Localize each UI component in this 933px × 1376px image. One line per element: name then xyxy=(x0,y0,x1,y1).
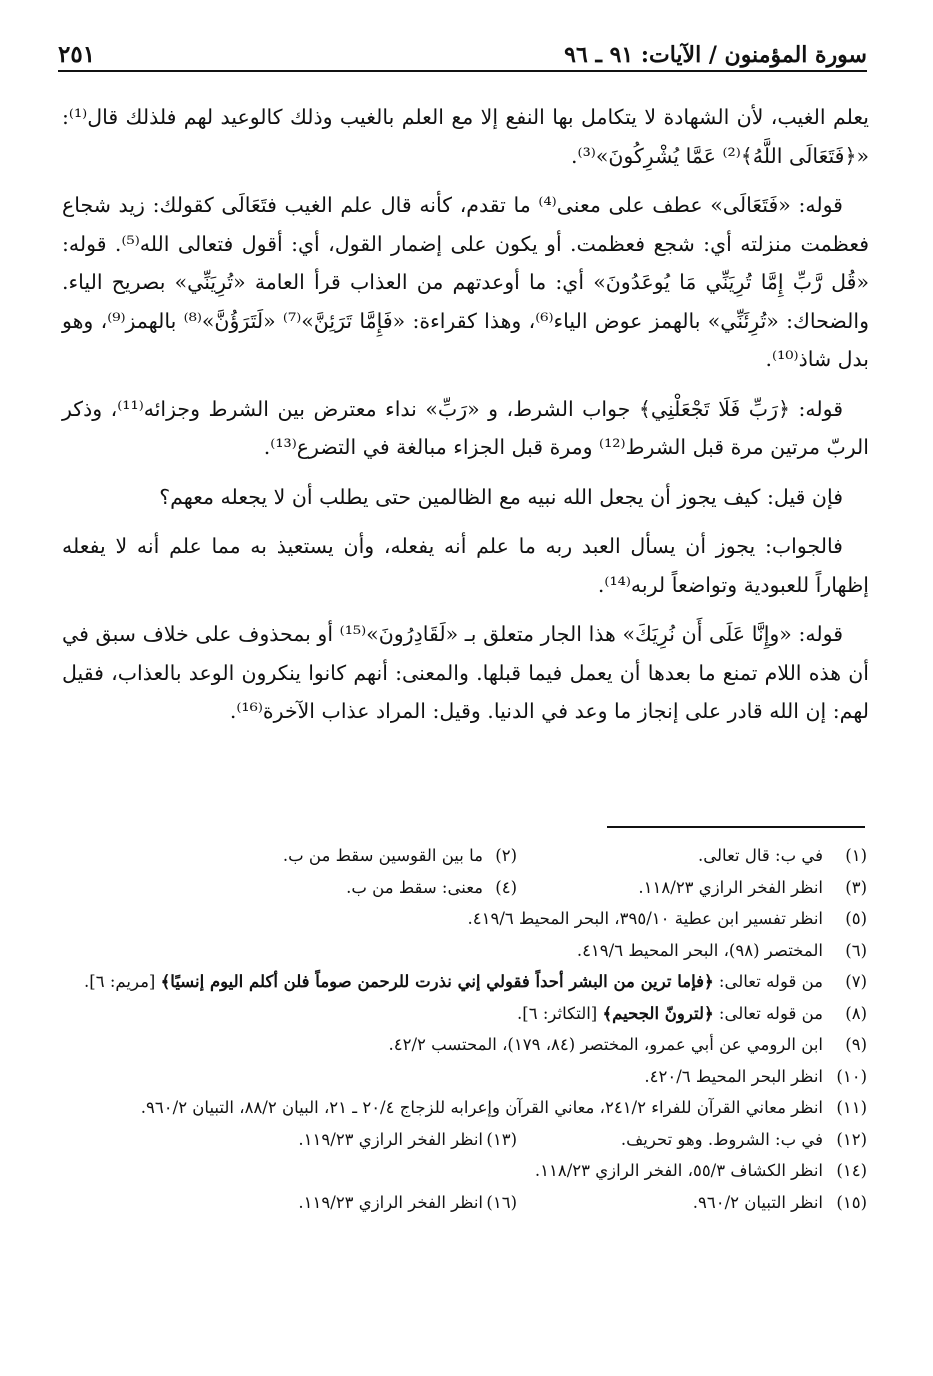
page-number: ٢٥١ xyxy=(58,41,96,68)
footnote-text: انظر تفسير ابن عطية ٣٩٥/١٠، البحر المحيط ٤١٩/٦. xyxy=(467,909,823,928)
footnote-text: المختصر (٩٨)، البحر المحيط ٤١٩/٦. xyxy=(576,940,823,960)
footnote-12 xyxy=(517,1124,867,1156)
footnote-1 xyxy=(517,840,867,872)
footnote-text: ابن الرومي عن أبي عمرو، المختصر (٨٤، ١٧٩)، المحتسب ٤٢/٢. xyxy=(388,1035,823,1054)
footnote-5 xyxy=(62,903,867,935)
footnote-text: انظر الفخر الرازي ١١٨/٢٣. xyxy=(638,877,823,897)
footnote-number: (١٦) xyxy=(486,1192,517,1212)
paragraph-1: يعلم الغيب، لأن الشهادة لا يتكامل بها النفع إلا مع العلم بالغيب وذلك كالوعيد لهم فلذلك قال⁽¹⁾: «﴿فَتَعَالَى اللَّهُ﴾⁽²⁾ عَمَّا يُشْرِكُونَ»⁽³⁾. xyxy=(62,105,869,168)
footnote-number: (١) xyxy=(845,846,867,865)
footnote-number: (٣) xyxy=(845,877,867,897)
paragraph-3: قوله: ﴿رَبِّ فَلَا تَجْعَلْنِي﴾ جواب الشرط، و «رَبِّ» نداء معترض بين الشرط وجزائه⁽¹¹⁾، وذكر الربّ مرتين مرة قبل الشرط⁽¹²⁾ ومرة قبل الجزاء مبالغة في التضرع⁽¹³⁾. xyxy=(62,396,869,459)
footnote-text: انظر الفخر الرازي ١١٩/٢٣. xyxy=(298,1192,483,1212)
footnote-text: ما بين القوسين سقط من ب. xyxy=(282,846,483,865)
quran-quote: ﴿فإما ترين من البشر أحداً فقولي إني نذرت للرحمن صوماً فلن أكلم اليوم إنسيًا﴾ xyxy=(160,972,714,991)
footnote-row xyxy=(62,1187,867,1219)
footnote-7 xyxy=(62,966,867,998)
footnote-number: (٢) xyxy=(495,846,517,865)
footnote-separator xyxy=(607,826,865,828)
quran-quote: ﴿لترونّ الجحيم﴾ xyxy=(602,1003,714,1023)
header-title: سورة المؤمنون / الآيات: ٩١ ـ ٩٦ xyxy=(564,42,867,68)
footnote-number: (٨) xyxy=(845,1003,867,1023)
footnote-text xyxy=(62,966,823,998)
footnote-9 xyxy=(62,1029,867,1061)
footnote-text: انظر الكشاف ٥٥/٣، الفخر الرازي ١١٨/٢٣. xyxy=(534,1161,823,1180)
footnote-text xyxy=(62,998,823,1030)
footnote-number: (٥) xyxy=(845,909,867,928)
footnote-3 xyxy=(517,872,867,904)
footnote-text: انظر البحر المحيط ٤٢٠/٦. xyxy=(644,1066,823,1086)
paragraph-4: فإن قيل: كيف يجوز أن يجعل الله نبيه مع الظالمين حتى يطلب أن لا يجعله معهم؟ xyxy=(159,484,843,509)
footnote-row xyxy=(62,840,867,872)
footnotes xyxy=(62,840,867,1218)
running-header xyxy=(58,34,867,72)
footnote-13 xyxy=(62,1124,517,1156)
footnote-prefix: من قوله تعالى: xyxy=(713,1003,823,1023)
footnote-text: معنى: سقط من ب. xyxy=(346,877,483,897)
footnote-14 xyxy=(62,1155,867,1187)
footnote-text: انظر معاني القرآن للفراء ٢٤١/٢، معاني القرآن وإعرابه للزجاج ٢٠/٤ ـ ٢١، البيان ٨٨/٢، التبيان ٩٦٠/٢. xyxy=(140,1098,823,1117)
footnote-number: (١٢) xyxy=(836,1129,867,1149)
footnote-number: (١١) xyxy=(836,1098,867,1117)
main-text xyxy=(62,98,869,742)
footnote-11 xyxy=(62,1092,867,1124)
footnote-number: (١٤) xyxy=(836,1161,867,1180)
footnote-6 xyxy=(62,935,867,967)
footnote-number: (٧) xyxy=(845,972,867,991)
paragraph-5: فالجواب: يجوز أن يسأل العبد ربه ما علم أنه يفعله، وأن يستعيذ به مما علم أنه لا يفعله إظهاراً للعبودية وتواضعاً لربه⁽¹⁴⁾. xyxy=(62,534,869,597)
footnote-number: (١٥) xyxy=(836,1192,867,1212)
footnote-8 xyxy=(62,998,867,1030)
footnote-number: (٤) xyxy=(495,877,517,897)
footnote-row xyxy=(62,872,867,904)
footnote-prefix: من قوله تعالى: xyxy=(713,972,823,991)
footnote-number: (١٣) xyxy=(486,1129,517,1149)
footnote-number: (٦) xyxy=(845,940,867,960)
footnote-2 xyxy=(62,840,517,872)
footnote-citation: [مريم: ٦]. xyxy=(84,972,161,991)
paragraph-2: قوله: «فَتَعَالَى» عطف على معنى⁽⁴⁾ ما تقدم، كأنه قال علم الغيب فتَعَالَى كقولك: زيد شجاع فعظمت منزلته أي: شجع فعظمت. أو يكون على إضمار القول، أي: أقول فتعالى الله⁽⁵⁾. قوله: «قُل رَّبِّ إِمَّا تُرِيَنِّي مَا يُوعَدُونَ» أي: ما أوعدتهم من العذاب قرأ العامة «تُرِيَنِّي» بصريح الياء. والضحاك: «تُرِئَنِّي» بالهمز عوض الياء⁽⁶⁾، وهذا كقراءة: «فَإِمَّا تَرَئِنَّ»⁽⁷⁾ «لَتَرَؤُنَّ»⁽⁸⁾ بالهمز⁽⁹⁾، وهو بدل شاذ⁽¹⁰⁾. xyxy=(62,193,870,371)
footnote-number: (١٠) xyxy=(836,1066,867,1086)
footnote-15 xyxy=(517,1187,867,1219)
footnote-4 xyxy=(62,872,517,904)
footnote-citation: [التكاثر: ٦]. xyxy=(517,1003,603,1023)
footnote-text: في ب: الشروط. وهو تحريف. xyxy=(620,1129,823,1149)
footnote-text: في ب: قال تعالى. xyxy=(698,846,823,865)
footnote-number: (٩) xyxy=(845,1035,867,1054)
footnote-16 xyxy=(62,1187,517,1219)
paragraph-6: قوله: «وإِنَّا عَلَى أَن نُرِيَكَ» هذا الجار متعلق بـ «لَقَادِرُونَ»⁽¹⁵⁾ أو بمحذوف على خلاف سبق في أن هذه اللام تمنع ما بعدها أن يعمل فيما قبلها. والمعنى: أنهم كانوا ينكرون الوعد بالعذاب، فقيل لهم: إن الله قادر على إنجاز ما وعد في الدنيا. وقيل: المراد عذاب الآخرة⁽¹⁶⁾. xyxy=(62,622,869,723)
footnote-row xyxy=(62,1124,867,1156)
footnote-10 xyxy=(62,1061,867,1093)
footnote-text: انظر الفخر الرازي ١١٩/٢٣. xyxy=(298,1129,483,1149)
footnote-text: انظر التبيان ٩٦٠/٢. xyxy=(692,1192,823,1212)
